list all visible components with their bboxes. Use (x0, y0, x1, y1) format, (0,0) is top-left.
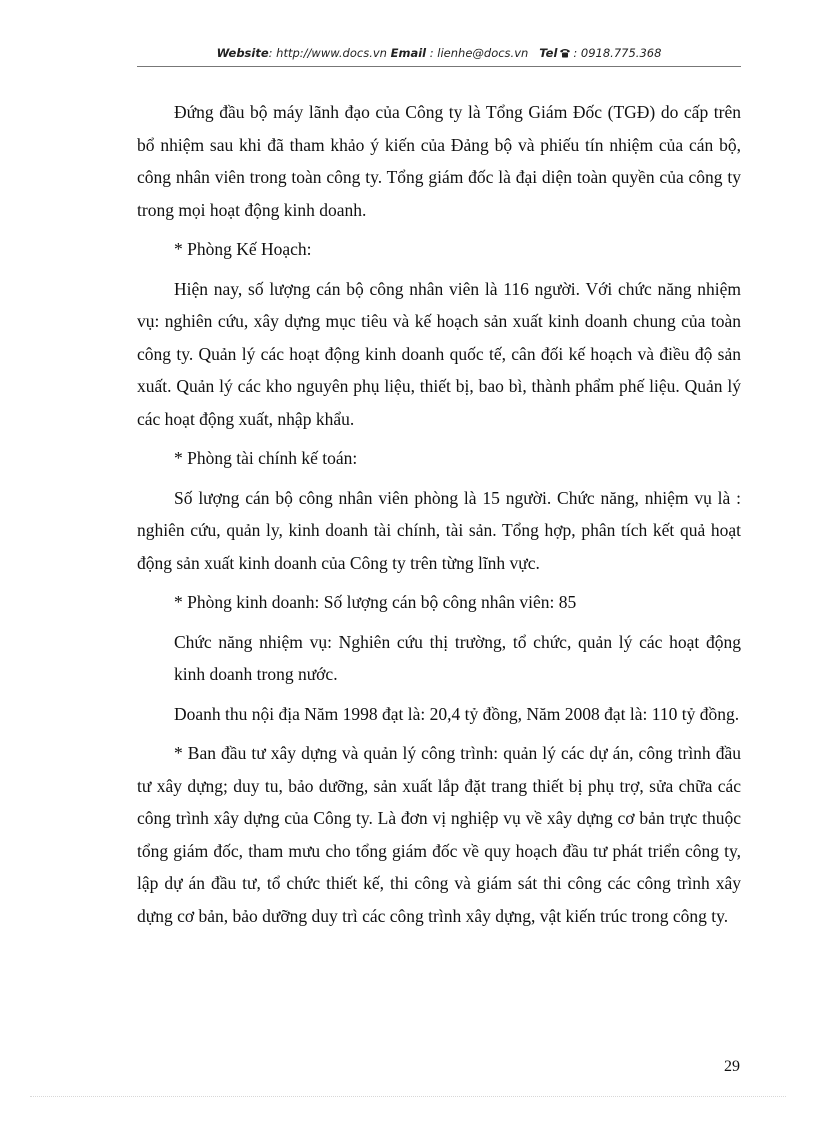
email-label: Email (390, 46, 427, 60)
paragraph-finance-dept: Số lượng cán bộ công nhân viên phòng là 15 người. Chức năng, nhiệm vụ là : nghiên cứu, quản ly, kinh doanh tài chính, tài sản. Tổng hợp, phân tích kết quả hoạt động sản xuất kinh doanh của Công ty trên từng lĩnh vực. (137, 487, 741, 573)
paragraph-construction-board: * Ban đầu tư xây dựng và quản lý công trình: quản lý các dự án, công trình đầu tư xây dựng; duy tu, bảo dưỡng, sản xuất lắp đặt trang thiết bị phụ trợ, sửa chữa các công trình xây dựng của Công ty. Là đơn vị nghiệp vụ về xây dựng cơ bản trực thuộc tổng giám đốc, tham mưu cho tổng giám đốc về quy hoạch đầu tư phát triển công ty, lập dự án đầu tư, tổ chức thiết kế, thi công và giám sát thi công các công trình xây dựng cơ bản, bảo dưỡng duy trì các công trình xây dựng, vật kiến trúc trong công ty. (137, 743, 741, 926)
website-label: Website (216, 46, 269, 60)
tel-label: Tel (539, 46, 558, 60)
page-number: 29 (724, 1058, 740, 1075)
paragraph-planning-dept: Hiện nay, số lượng cán bộ công nhân viên là 116 người. Với chức năng nhiệm vụ: nghiên cứu, xây dựng mục tiêu và kế hoạch sản xuất kinh doanh chung của toàn công ty. Quản lý các hoạt động kinh doanh quốc tế, cân đối kế hoạch và điều độ sản xuất. Quản lý các kho nguyên phụ liệu, thiết bị, bao bì, thành phẩm phế liệu. Quản lý các hoạt động xuất, nhập khẩu. (137, 278, 741, 429)
footer-divider (30, 1096, 786, 1097)
page-header (137, 44, 741, 67)
heading-business-dept: * Phòng kinh doanh: Số lượng cán bộ công nhân viên: 85 (174, 592, 577, 612)
paragraph-board-leadership: Đứng đầu bộ máy lãnh đạo của Công ty là Tổng Giám Đốc (TGĐ) do cấp trên bổ nhiệm sau khi đã tham khảo ý kiến của Đảng bộ và phiếu tín nhiệm của cán bộ, công nhân viên trong toàn công ty. Tổng giám đốc là đại diện toàn quyền của công ty trong mọi hoạt động kinh doanh. (137, 102, 741, 220)
email-value: : lienhe@docs.vn (429, 46, 529, 60)
telephone-icon (559, 45, 571, 55)
paragraph-business-dept: Chức năng nhiệm vụ: Nghiên cứu thị trường, tổ chức, quản lý các hoạt động kinh doanh trong nước. (174, 631, 741, 684)
paragraph-domestic-revenue: Doanh thu nội địa Năm 1998 đạt là: 20,4 tỷ đồng, Năm 2008 đạt là: 110 tỷ đồng. (174, 703, 740, 724)
website-value: : http://www.docs.vn (268, 46, 387, 60)
document-body (137, 96, 741, 932)
tel-value: : 0918.775.368 (573, 46, 662, 60)
heading-finance-dept: * Phòng tài chính kế toán: (174, 448, 358, 468)
heading-planning-dept: * Phòng Kế Hoạch: (174, 239, 312, 259)
